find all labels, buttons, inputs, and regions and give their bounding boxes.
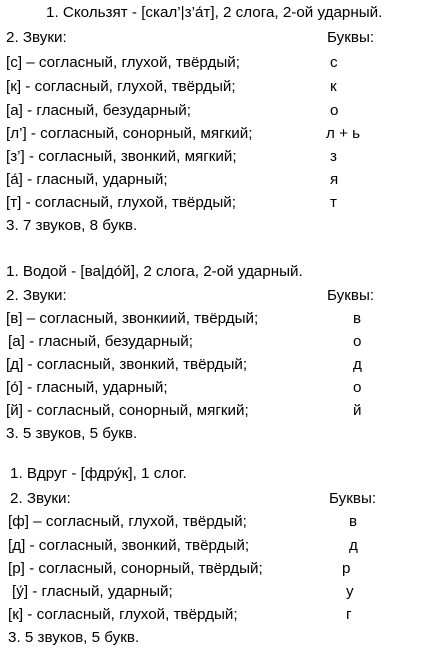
letters-label: Буквы: xyxy=(327,287,375,304)
sound-row: [а] - гласный, безударный; xyxy=(8,333,194,350)
word-header: 1. Скользят - [скал’|з’а́т], 2 слога, 2-ой ударный. xyxy=(46,4,383,21)
sound-row: [д] - согласный, звонкий, твёрдый; xyxy=(8,537,250,554)
letter-cell: г xyxy=(346,606,352,623)
letters-label: Буквы: xyxy=(327,29,375,46)
letter-cell: у xyxy=(346,583,354,600)
letter-cell: д xyxy=(353,356,362,373)
letter-cell: я xyxy=(330,171,339,188)
letter-cell: й xyxy=(353,402,362,419)
letter-cell: р xyxy=(342,560,351,577)
letter-cell: в xyxy=(353,310,362,327)
letter-cell: о xyxy=(353,379,362,396)
sounds-label: 2. Звуки: xyxy=(10,490,71,507)
sound-row: [а] - гласный, безударный; xyxy=(6,102,192,119)
letter-cell: к xyxy=(330,78,337,95)
sound-row: [с] – согласный, глухой, твёрдый; xyxy=(6,54,240,71)
letter-cell: о xyxy=(330,102,339,119)
letter-cell: т xyxy=(330,194,337,211)
sound-row: [з’] - согласный, звонкий, мягкий; xyxy=(6,148,237,165)
sound-row: [д] - согласный, звонкий, твёрдый; xyxy=(6,356,248,373)
letter-cell: о xyxy=(353,333,362,350)
letter-cell: з xyxy=(330,148,337,165)
letter-cell: в xyxy=(349,513,358,530)
letters-label: Буквы: xyxy=(329,490,377,507)
sound-row: [к] - согласный, глухой, твёрдый; xyxy=(6,78,236,95)
letter-cell: с xyxy=(330,54,338,71)
sound-row: [к] - согласный, глухой, твёрдый; xyxy=(8,606,238,623)
sound-row: [ф] – согласный, глухой, твёрдый; xyxy=(8,513,247,530)
word-header: 1. Водой - [ва|до́й], 2 слога, 2-ой ударный. xyxy=(6,263,303,280)
sound-row: [а́] - гласный, ударный; xyxy=(6,171,168,188)
letter-cell: д xyxy=(349,537,358,554)
word-header: 1. Вдруг - [фдру́к], 1 слог. xyxy=(10,465,187,482)
sound-row: [в] – согласный, звонкиий, твёрдый; xyxy=(6,310,259,327)
letter-cell: л + ь xyxy=(326,125,361,142)
summary: 3. 5 звуков, 5 букв. xyxy=(6,425,138,442)
sounds-label: 2. Звуки: xyxy=(6,287,67,304)
sound-row: [й] - согласный, сонорный, мягкий; xyxy=(6,402,249,419)
summary: 3. 7 звуков, 8 букв. xyxy=(6,217,138,234)
sound-row: [т] - согласный, глухой, твёрдый; xyxy=(6,194,236,211)
sounds-label: 2. Звуки: xyxy=(6,29,67,46)
sound-row: [у́] - гласный, ударный; xyxy=(12,583,173,600)
sound-row: [л’] - согласный, сонорный, мягкий; xyxy=(6,125,253,142)
summary: 3. 5 звуков, 5 букв. xyxy=(8,629,140,646)
sound-row: [р] - согласный, сонорный, твёрдый; xyxy=(8,560,263,577)
sound-row: [о́] - гласный, ударный; xyxy=(6,379,168,396)
